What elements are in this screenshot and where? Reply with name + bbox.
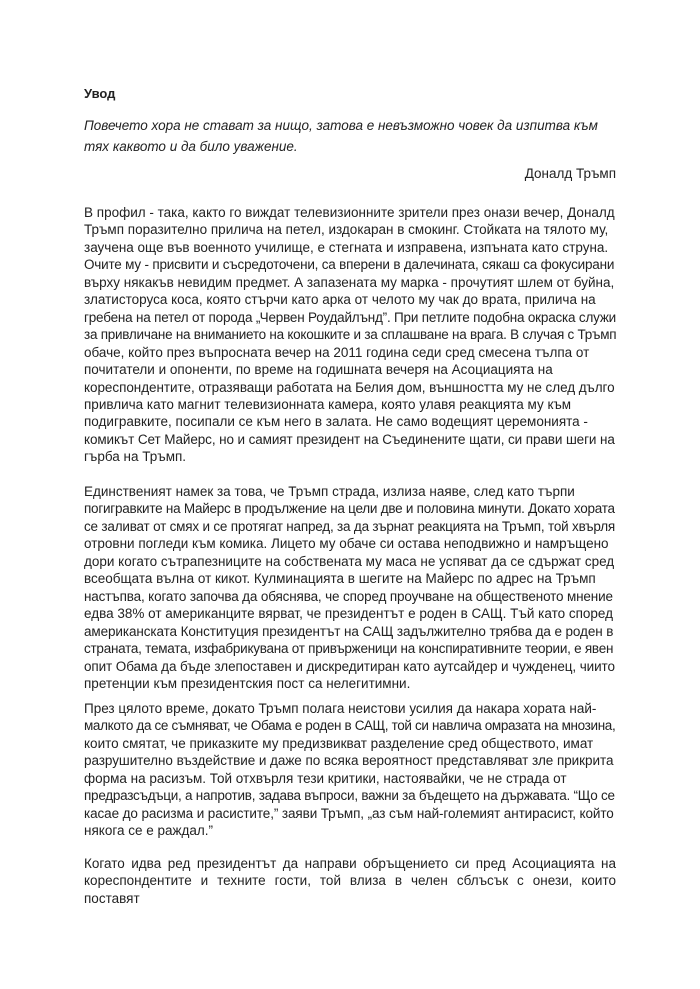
paragraph-line: предразсъдъци, а напротив, задава въпроси, важни за бъдещето на държавата. “Що се bbox=[84, 788, 615, 804]
paragraph-line: форма на расизъм. Той отхвърля тези критики, настоявайки, че не страда от bbox=[84, 770, 567, 786]
paragraph-line: кореспондентите, отразяващи работата на Белия дом, външността му не след дълго bbox=[84, 379, 615, 395]
paragraph-line: кореспондентите и техните гости, той влиза в челен сблъсък с онези, които поставят bbox=[84, 873, 616, 906]
paragraph-line: Когато идва ред президентът да направи обръщението си пред Асоциацията на bbox=[84, 856, 616, 871]
paragraph-line: комикът Сет Майерс, но и самият президент на Съединените щати, си прави шеги на bbox=[84, 431, 615, 447]
epigraph-line: Повечето хора не стават за нищо, затова е невъзможно човек да изпитва към тях bbox=[84, 118, 598, 154]
paragraph-line: малкото да се съмняват, че Обама е роден в САЩ, той си навлича омразата на мнозина, bbox=[84, 718, 616, 734]
paragraph-line: едва 38% от американците вярват, че президентът е роден в САЩ. Тъй като според bbox=[84, 606, 614, 622]
paragraph-line: се заливат от смях и се протягат напред, за да зърнат реакцията на Тръмп, той хвърля bbox=[84, 518, 615, 534]
paragraph-line: върху някакъв невидим предмет. А запазената му марка - прочутият шлем от буйна, bbox=[84, 274, 615, 290]
epigraph-line: каквото и да било уважение. bbox=[112, 138, 298, 154]
paragraph-line: заучена още във военното училище, е стегната и изправена, изпъната като струна. bbox=[84, 239, 609, 255]
paragraph-line: касае до расизма и расистите,” заяви Тръмп, „аз съм най-големият антирасист, който bbox=[84, 805, 614, 821]
paragraph-line: американската Конституция президентът на САЩ задължително трябва да е роден в bbox=[84, 623, 614, 639]
paragraph-line: настъпва, когато започва да обяснява, че според проучване на общественото мнение bbox=[84, 588, 613, 604]
section-heading: Увод bbox=[84, 86, 116, 101]
paragraph-line: привлича като магнит телевизионната камера, която улавя реакцията му към bbox=[84, 396, 572, 412]
paragraph-line: всеобщата вълна от кикот. Кулминацията в шегите на Майерс по адрес на Тръмп bbox=[84, 571, 596, 587]
epigraph-author: Доналд Тръмп bbox=[524, 166, 616, 181]
document-page bbox=[84, 0, 616, 989]
paragraph-line: някога се е раждал.” bbox=[84, 823, 214, 839]
paragraph-line: претенции към президентския пост са нелегитимни. bbox=[84, 675, 411, 691]
paragraph-line: страната, темата, изфабрикувана от привърженици на конспиративните теории, е явен bbox=[84, 641, 614, 657]
paragraph-line: обаче, който през въпросната вечер на 2011 година седи сред смесена тълпа от bbox=[84, 344, 590, 360]
paragraph-line: гребена на петел от порода „Червен Роудайлънд”. При петлите подобна окраска служи bbox=[84, 309, 617, 325]
paragraph-line: гърба на Тръмп. bbox=[84, 449, 187, 465]
body-paragraph bbox=[84, 204, 616, 466]
paragraph-line: През цялото време, докато Тръмп полага неистови усилия да накара хората най- bbox=[84, 701, 597, 716]
paragraph-line: опит Обама да бъде злепоставен и дискредитиран като аутсайдер и чужденец, чиито bbox=[84, 658, 615, 674]
paragraph-line: разрушително въздействие и даже по всяка вероятност представляват зле прикрита bbox=[84, 753, 614, 769]
paragraph-line: които смятат, че приказките му предизвикват разделение сред обществото, имат bbox=[84, 735, 594, 751]
paragraph-line: почитатели и опоненти, по време на годишната вечеря на Асоциацията на bbox=[84, 362, 553, 378]
paragraph-line: златисторуса коса, която стърчи като арка от челото му чак до врата, прилича на bbox=[84, 292, 596, 308]
paragraph-line: отровни погледи към комика. Лицето му обаче си остава неподвижно и намръщено bbox=[84, 536, 609, 552]
paragraph-line: дори когато сътрапезниците на собствената му маса не успяват да се сдържат сред bbox=[84, 553, 615, 569]
paragraph-line: подигравките, посипали се към него в залата. Не само водещият церемонията - bbox=[84, 414, 588, 430]
paragraph-line: В профил - така, както го виждат телевизионните зрители през онази вечер, Доналд bbox=[84, 205, 615, 220]
body-paragraph bbox=[84, 855, 616, 907]
epigraph-quote bbox=[84, 116, 616, 157]
paragraph-line: за привличане на вниманието на кокошките и за сплашване на врага. В случая с Тръмп bbox=[84, 327, 617, 343]
paragraph-line: Очите му - присвити и съсредоточени, са вперени в далечината, сякаш са фокусирани bbox=[84, 257, 615, 273]
paragraph-line: Единственият намек за това, че Тръмп страда, излиза наяве, след като търпи bbox=[84, 484, 575, 499]
body-paragraph bbox=[84, 483, 616, 692]
body-paragraph bbox=[84, 700, 616, 840]
paragraph-line: Тръмп поразително прилича на петел, издокаран в смокинг. Стойката на тялото му, bbox=[84, 222, 609, 238]
paragraph-line: погигравките на Майерс в продължение на цели две и половина минути. Докато хората bbox=[84, 501, 615, 517]
